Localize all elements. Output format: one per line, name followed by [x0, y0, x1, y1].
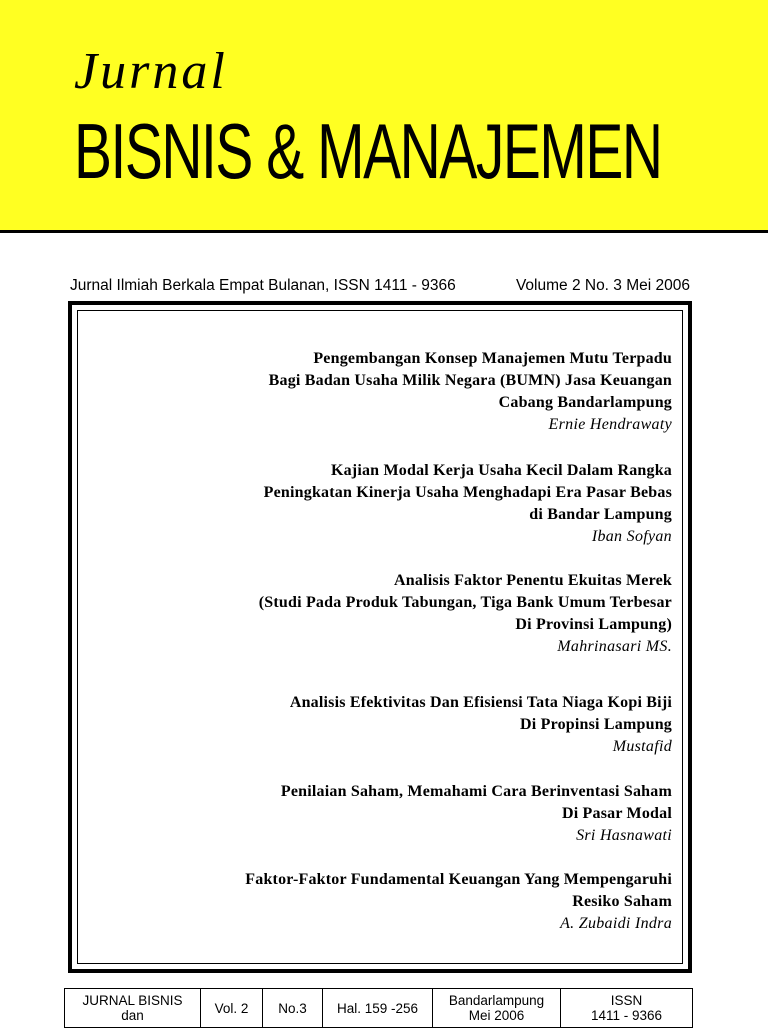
article-1 — [152, 348, 672, 436]
article-title-line: Faktor-Faktor Fundamental Keuangan Yang Mempengaruhi — [245, 871, 672, 888]
article-title-line: Bagi Badan Usaha Milik Negara (BUMN) Jasa Keuangan — [268, 372, 672, 389]
journal-description: Jurnal Ilmiah Berkala Empat Bulanan, ISSN 1411 - 9366 — [70, 277, 456, 294]
footer-date-line: Mei 2006 — [468, 1008, 525, 1023]
header-divider — [0, 230, 768, 233]
journal-word: Jurnal — [74, 43, 228, 100]
article-title-line: Kajian Modal Kerja Usaha Kecil Dalam Rangka — [330, 462, 672, 479]
article-author: Ernie Hendrawaty — [548, 416, 672, 433]
article-author: A. Zubaidi Indra — [560, 915, 672, 932]
article-title-line: Analisis Efektivitas Dan Efisiensi Tata Niaga Kopi Biji — [289, 694, 672, 711]
footer-journal-line: dan — [121, 1008, 144, 1023]
footer-info-table — [64, 988, 693, 1028]
footer-volume-cell: Vol. 2 — [201, 989, 263, 1028]
article-title-line: Di Propinsi Lampung — [520, 716, 672, 733]
article-title-line: Penilaian Saham, Memahami Cara Berinventasi Saham — [280, 783, 672, 800]
journal-title: BISNIS & MANAJEMEN — [74, 107, 662, 195]
article-author: Iban Sofyan — [591, 528, 672, 545]
article-author: Sri Hasnawati — [576, 827, 672, 844]
volume-info: Volume 2 No. 3 Mei 2006 — [515, 277, 690, 294]
article-title-line: Cabang Bandarlampung — [498, 394, 672, 411]
footer-journal-cell — [65, 989, 201, 1028]
article-3 — [152, 570, 672, 658]
table-row — [65, 989, 693, 1028]
footer-place-cell — [433, 989, 561, 1028]
article-title-line: Analisis Faktor Penentu Ekuitas Merek — [394, 572, 672, 589]
footer-journal-line: JURNAL BISNIS — [82, 993, 183, 1008]
article-author: Mahrinasari MS. — [557, 638, 672, 655]
footer-issn-value: 1411 - 9366 — [590, 1008, 663, 1023]
article-title-line: Di Pasar Modal — [561, 805, 672, 822]
article-6 — [152, 869, 672, 935]
footer-number-cell: No.3 — [263, 989, 323, 1028]
footer-issn-cell — [561, 989, 693, 1028]
article-title-line: Di Provinsi Lampung) — [515, 616, 672, 633]
article-author: Mustafid — [612, 738, 672, 755]
article-2 — [152, 460, 672, 548]
article-title-line: Peningkatan Kinerja Usaha Menghadapi Era Pasar Bebas — [263, 484, 672, 501]
footer-issn-label: ISSN — [610, 993, 643, 1008]
article-title-line: Pengembangan Konsep Manajemen Mutu Terpadu — [313, 350, 672, 367]
footer-place-line: Bandarlampung — [448, 993, 545, 1008]
article-5 — [152, 781, 672, 847]
article-title-line: Resiko Saham — [572, 893, 672, 910]
article-4 — [152, 692, 672, 758]
article-title-line: di Bandar Lampung — [529, 506, 672, 523]
footer-pages-cell: Hal. 159 -256 — [323, 989, 433, 1028]
article-title-line: (Studi Pada Produk Tabungan, Tiga Bank Umum Terbesar — [258, 594, 672, 611]
cover-header-band — [0, 0, 768, 230]
